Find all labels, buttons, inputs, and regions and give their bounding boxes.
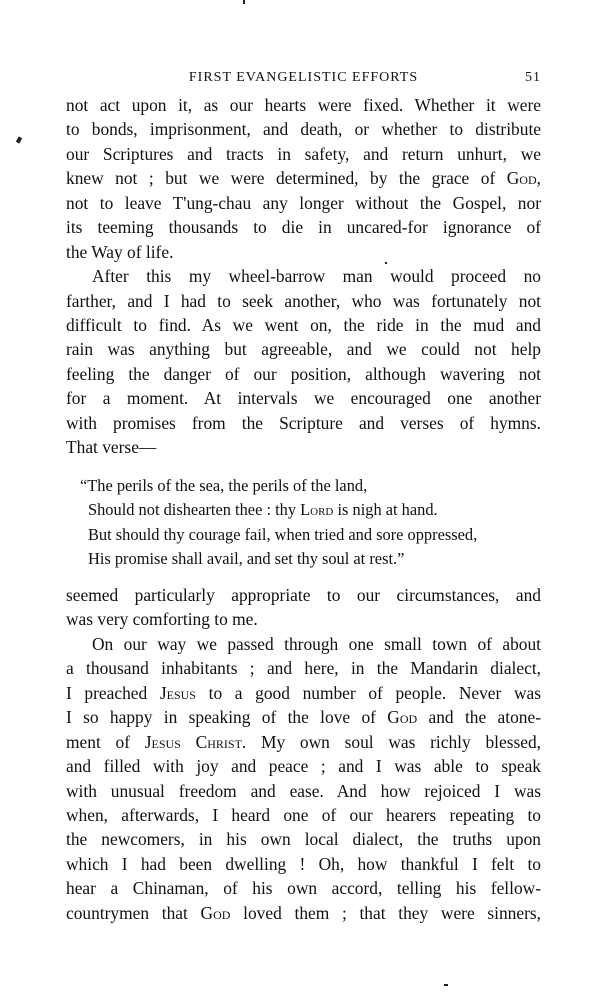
scan-speck: [444, 984, 448, 986]
text-line: [66, 827, 541, 851]
page-number: 51: [525, 70, 541, 85]
small-caps-name: Jesus: [159, 682, 196, 703]
text-run: feeling the danger of our position, although wavering not: [66, 363, 541, 384]
text-line: [66, 754, 541, 778]
verse-line: [80, 474, 560, 498]
text-run: ,: [536, 168, 541, 189]
text-run: countrymen that: [66, 902, 201, 923]
text-run: His promise shall avail, and set thy soul at rest.”: [88, 548, 405, 568]
text-line: [66, 730, 541, 754]
text-run: On our way we passed through one small town of about: [92, 633, 541, 654]
text-run: ment of: [66, 731, 145, 752]
text-run: knew not ; but we were determined, by the grace of: [66, 168, 507, 189]
text-line: [66, 362, 541, 386]
text-run: After this my wheel-barrow man would proceed no: [92, 266, 541, 287]
text-run: . My own soul was richly blessed,: [241, 731, 541, 752]
text-run: not to leave T'ung-chau any longer without the Gospel, nor: [66, 192, 541, 213]
text-run: is nigh at hand.: [333, 500, 438, 520]
text-run: rain was anything but agreeable, and we could not help: [66, 339, 541, 360]
text-line: [66, 901, 541, 925]
text-line: [66, 117, 541, 141]
small-caps-name: God: [200, 902, 231, 923]
text-line: [66, 607, 541, 631]
text-line: [66, 632, 541, 656]
body-text-top: [66, 93, 541, 460]
text-run: our Scriptures and tracts in safety, and return unhurt, we: [66, 143, 541, 164]
text-run: farther, and I had to seek another, who was fortunately not: [66, 290, 541, 311]
verse-line: [80, 547, 560, 571]
chapter-title: FIRST EVANGELISTIC EFFORTS: [188, 70, 419, 85]
text-line: [66, 803, 541, 827]
text-line: [66, 852, 541, 876]
text-run: But should thy courage fail, when tried and sore oppressed,: [88, 524, 478, 544]
text-line: [66, 337, 541, 361]
text-run: which I had been dwelling ! Oh, how thankful I felt to: [66, 853, 541, 874]
text-run: its teeming thousands to die in uncared-for ignorance of: [66, 217, 541, 238]
text-line: [66, 411, 541, 435]
text-run: loved them ; that they were sinners,: [230, 902, 541, 923]
text-run: I so happy in speaking of the love of: [66, 707, 388, 728]
verse-line: [80, 523, 560, 547]
scan-speck: [243, 0, 245, 4]
text-run: That verse—: [66, 437, 157, 458]
text-run: and filled with joy and peace ; and I was able to speak: [66, 756, 541, 777]
text-line: [66, 583, 541, 607]
small-caps-name: Jesus Christ: [144, 731, 242, 752]
text-run: the Way of life.: [66, 241, 174, 262]
text-run: to a good number of people. Never was: [195, 682, 541, 703]
text-run: was very comforting to me.: [66, 609, 258, 630]
text-line: [66, 435, 541, 459]
text-run: “The perils of the sea, the perils of the land,: [80, 476, 368, 495]
text-run: the newcomers, in his own local dialect, the truths upon: [66, 829, 541, 850]
text-run: and the atone-: [417, 707, 541, 728]
text-run: seemed particularly appropriate to our circumstances, and: [66, 585, 541, 605]
text-run: to bonds, imprisonment, and death, or whether to distribute: [66, 119, 541, 140]
text-line: [66, 386, 541, 410]
text-line: [66, 166, 541, 190]
text-run: not act upon it, as our hearts were fixed. Whether it were: [66, 95, 541, 115]
text-run: for a moment. At intervals we encouraged one another: [66, 388, 541, 409]
verse-line: [80, 498, 560, 522]
small-caps-name: Lord: [300, 500, 334, 520]
text-run: with promises from the Scripture and verses of hymns.: [66, 412, 541, 433]
small-caps-name: God: [387, 707, 418, 728]
text-line: [66, 681, 541, 705]
text-run: when, afterwards, I heard one of our hearers repeating to: [66, 804, 541, 825]
text-line: [66, 289, 541, 313]
text-line: [66, 93, 541, 117]
body-text-bottom: [66, 583, 541, 925]
small-caps-name: God: [506, 168, 537, 189]
text-run: I preached: [66, 682, 160, 703]
text-line: [66, 240, 541, 264]
text-line: [66, 656, 541, 680]
scan-speck: [385, 262, 387, 264]
text-line: [66, 313, 541, 337]
running-header: [66, 66, 541, 90]
text-run: Should not dishearten thee : thy: [88, 500, 301, 520]
text-run: a thousand inhabitants ; and here, in the Mandarin dialect,: [66, 658, 541, 679]
text-run: with unusual freedom and ease. And how rejoiced I was: [66, 780, 541, 801]
text-line: [66, 705, 541, 729]
text-line: [66, 215, 541, 239]
text-line: [66, 264, 541, 288]
text-run: difficult to find. As we went on, the ride in the mud and: [66, 314, 541, 335]
text-line: [66, 142, 541, 166]
text-line: [66, 779, 541, 803]
text-line: [66, 191, 541, 215]
hymn-quotation: [80, 474, 560, 571]
text-line: [66, 876, 541, 900]
scan-speck: [16, 136, 22, 143]
text-run: hear a Chinaman, of his own accord, telling his fellow-: [66, 878, 541, 899]
